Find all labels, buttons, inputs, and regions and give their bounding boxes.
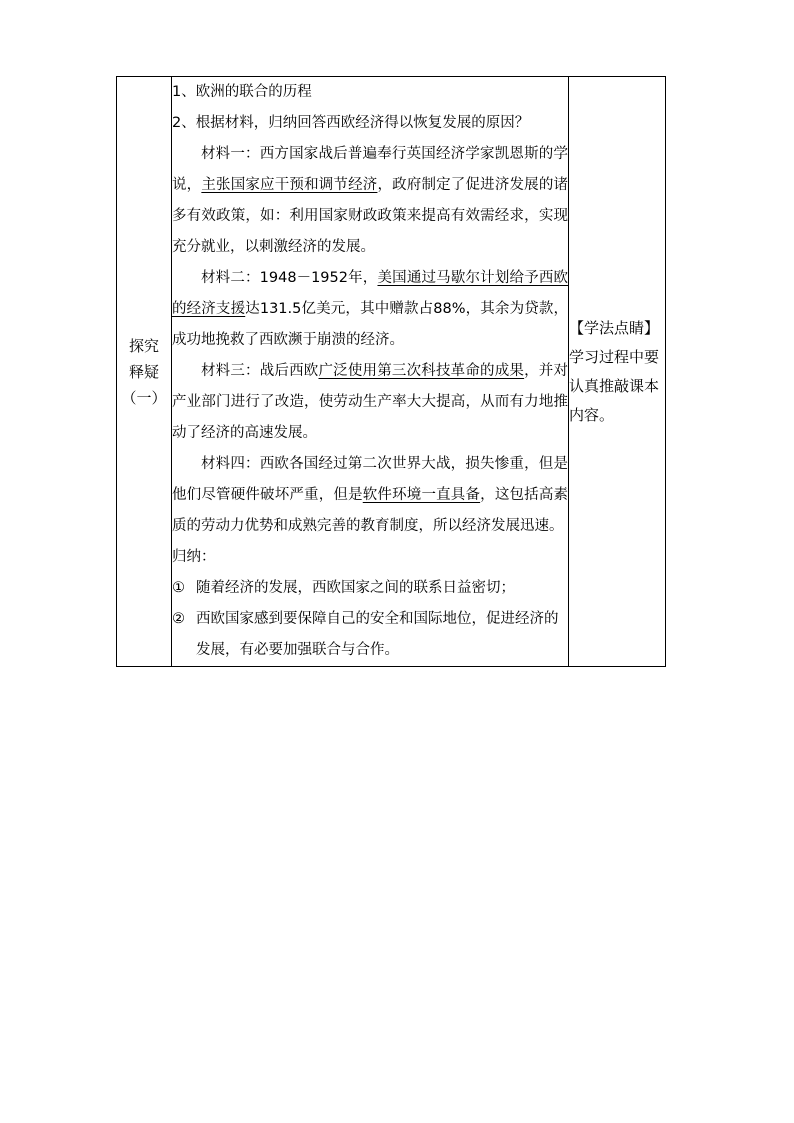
- section-label-line-3: （一）: [121, 388, 167, 407]
- summary-item-text: 随着经济的发展，西欧国家之间的联系日益密切；: [196, 580, 515, 596]
- heading-2: 2、根据材料，归纳回答西欧经济得以恢复发展的原因？: [172, 115, 530, 131]
- tip-cell: [569, 77, 666, 667]
- material-2: [172, 263, 568, 356]
- material-1-after: ，政府制定了促进济发展的诸多有效政策，如：利用国家财政政策来提高有效需经求，实现充分就业，以刺激经济的发展。: [172, 177, 569, 255]
- material-1-underlined: 主张国家应干预和调节经济: [201, 177, 378, 193]
- material-1-before: 材料一：西方国家战后普遍奉行英国经济学家凯恩斯的学说，: [172, 146, 568, 193]
- tip-body: 学习过程中要认真推敲课本内容。: [569, 347, 660, 424]
- material-4-underlined: 软件环境一直具备: [362, 487, 481, 503]
- material-2-after: 达131.5亿美元，其中赠款占88%，其余为贷款，成功地挽救了西欧濒于崩溃的经济。: [172, 301, 568, 348]
- material-2-before: 材料二：1948－1952年，: [201, 270, 378, 286]
- section-label-line-2: 释疑: [128, 362, 159, 381]
- material-3-after: ，并对产业部门进行了改造，使劳动生产率大大提高，从而有力地推动了经济的高速发展。: [172, 363, 568, 441]
- material-4-before: 材料四：西欧各国经过第二次世界大战，损失惨重，但是他们尽管硬件破坏严重，但是: [172, 456, 568, 503]
- section-label-cell: [117, 77, 172, 667]
- material-3-underlined: 广泛使用第三次科技革命的成果: [318, 363, 525, 379]
- summary-item-number: ②: [172, 611, 185, 627]
- table-row: [117, 77, 666, 667]
- tip-title: 【学法点睛】: [569, 318, 660, 337]
- summary-label: 归纳：: [172, 549, 216, 565]
- section-label: [117, 333, 171, 411]
- material-2-underlined: 美国通过马歇尔计划给予西欧的经济支援: [172, 270, 568, 317]
- summary-item: [172, 573, 568, 604]
- summary-item: [172, 604, 568, 666]
- material-4: [172, 449, 568, 542]
- section-label-line-1: 探究: [128, 336, 159, 355]
- material-1: [172, 139, 568, 263]
- content-cell: [172, 77, 569, 667]
- summary-item-text: 西欧国家感到要保障自己的安全和国际地位，促进经济的发展，有必要加强联合与合作。: [196, 611, 559, 658]
- summary-item-number: ①: [172, 580, 185, 596]
- material-3: [172, 356, 568, 449]
- material-3-before: 材料三：战后西欧: [201, 363, 319, 379]
- lesson-table: [116, 76, 666, 667]
- heading-1: 1、欧洲的联合的历程: [172, 84, 312, 100]
- material-4-after: ，这包括高素质的劳动力优势和成熟完善的教育制度，所以经济发展迅速。: [172, 487, 569, 534]
